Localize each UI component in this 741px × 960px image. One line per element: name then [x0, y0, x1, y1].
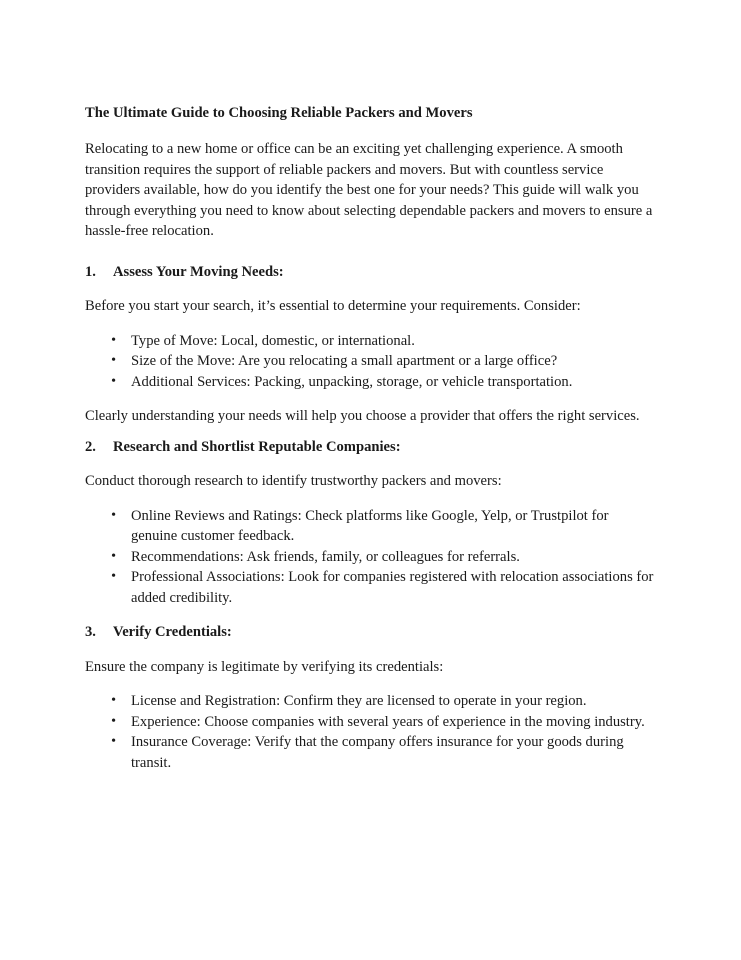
list-item [85, 547, 655, 568]
bullet-list [85, 691, 655, 773]
list-item [85, 506, 655, 547]
section-number: 1. [85, 263, 96, 280]
section-number: 2. [85, 438, 96, 455]
list-item [85, 732, 655, 773]
section-lead: Before you start your search, it’s essential to determine your requirements. Consider: [85, 298, 581, 314]
intro-paragraph: Relocating to a new home or office can be an exciting yet challenging experience. A smooth transition requires the support of reliable packers and movers. But with countless service providers available, how do you identify the best one for your needs? This guide will walk you through everything you need to know about selecting dependable packers and movers to ensure a hassle-free relocation. [85, 141, 653, 239]
list-item [85, 567, 655, 608]
section-lead: Ensure the company is legitimate by verifying its credentials: [85, 658, 444, 675]
section-heading-3 [85, 622, 655, 643]
list-item [85, 691, 655, 712]
bullet-icon: • [111, 548, 116, 564]
list-item [85, 712, 655, 733]
section-heading-2 [85, 437, 655, 458]
bullet-icon: • [111, 353, 116, 368]
list-item-text: Recommendations: Ask friends, family, or colleagues for referrals. [131, 548, 520, 565]
bullet-icon: • [111, 332, 116, 348]
bullet-icon: • [111, 693, 116, 708]
section-title: Research and Shortlist Reputable Companies: [113, 438, 401, 455]
list-item-text: Online Reviews and Ratings: Check platforms like Google, Yelp, or Trustpilot for genuine customer feedback. [131, 507, 609, 544]
list-item-text: Experience: Choose companies with several years of experience in the moving industry. [131, 713, 645, 730]
list-item-text: Type of Move: Local, domestic, or international. [131, 332, 415, 349]
list-item [85, 351, 655, 372]
bullet-icon: • [111, 569, 116, 584]
document-title: The Ultimate Guide to Choosing Reliable Packers and Movers [85, 105, 473, 121]
bullet-icon: • [111, 734, 116, 749]
bullet-icon: • [111, 713, 116, 729]
bullet-icon: • [111, 373, 116, 389]
document-page [85, 103, 655, 787]
list-item-text: License and Registration: Confirm they are licensed to operate in your region. [131, 693, 587, 709]
list-item-text: Size of the Move: Are you relocating a small apartment or a large office? [131, 353, 558, 369]
section-title: Assess Your Moving Needs: [113, 263, 284, 280]
list-item-text: Professional Associations: Look for companies registered with relocation associations for added credibility. [131, 569, 654, 606]
list-item-text: Additional Services: Packing, unpacking, storage, or vehicle transportation. [131, 373, 573, 390]
section-number: 3. [85, 624, 96, 640]
bullet-list [85, 331, 655, 393]
section-closing: Clearly understanding your needs will help you choose a provider that offers the right services. [85, 408, 640, 424]
section-lead: Conduct thorough research to identify trustworthy packers and movers: [85, 473, 502, 489]
bullet-list [85, 506, 655, 609]
list-item-text: Insurance Coverage: Verify that the company offers insurance for your goods during transit. [131, 734, 624, 771]
list-item [85, 331, 655, 352]
section-title: Verify Credentials: [113, 624, 232, 640]
list-item [85, 372, 655, 393]
section-heading-1 [85, 262, 655, 283]
bullet-icon: • [111, 507, 116, 523]
